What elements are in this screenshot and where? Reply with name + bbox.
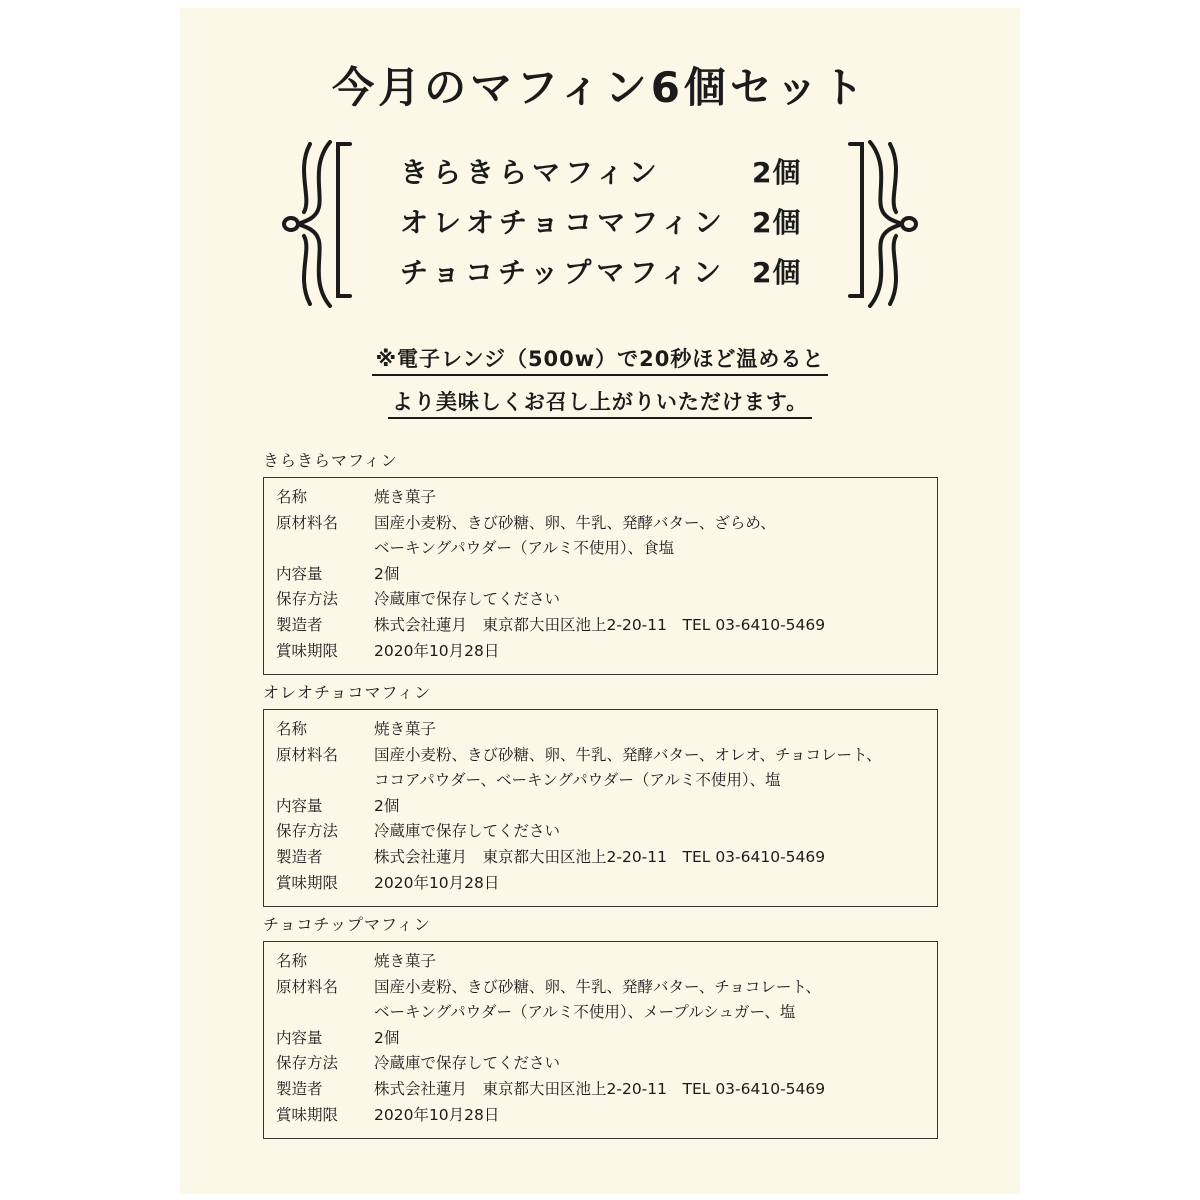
label-row (264, 743, 937, 769)
notice-line-2: より美味しくお召し上がりいただけます。 (388, 390, 812, 419)
label-row (264, 949, 937, 975)
label-value: ベーキングパウダー（アルミ不使用）、メープルシュガー、塩 (374, 1003, 796, 1022)
label-key: 名称 (276, 488, 308, 506)
product-label-title: きらきらマフィン (263, 451, 398, 470)
label-key: 賞味期限 (276, 1105, 339, 1124)
set-item (400, 198, 820, 248)
label-key (264, 1000, 374, 1026)
label-key: 製造者 (276, 615, 323, 634)
product-label-section (263, 451, 938, 675)
label-row (264, 768, 937, 794)
food-label-box (263, 477, 938, 675)
label-key: 保存方法 (276, 590, 339, 609)
label-key: 原材料名 (276, 745, 339, 764)
set-item-quantity: 2個 (752, 256, 802, 289)
label-row (264, 587, 937, 613)
label-row (264, 639, 937, 665)
label-key: 賞味期限 (276, 873, 339, 892)
product-label-section (263, 683, 938, 907)
label-value: 冷蔵庫で保存してください (374, 822, 561, 841)
label-row (264, 1103, 937, 1129)
label-key: 保存方法 (276, 1054, 339, 1073)
label-row (264, 794, 937, 820)
food-label-box (263, 709, 938, 907)
label-value: ベーキングパウダー（アルミ不使用）、食塩 (374, 539, 675, 558)
label-value: 株式会社蓮月 東京都大田区池上2-20-11 TEL 03-6410-5469 (374, 847, 826, 866)
label-row (264, 1051, 937, 1077)
label-value: 焼き菓子 (374, 488, 437, 506)
set-item-quantity: 2個 (752, 206, 802, 239)
set-item (400, 148, 820, 198)
label-row (264, 613, 937, 639)
label-value: 2020年10月28日 (374, 641, 500, 660)
label-value: 2個 (374, 564, 400, 583)
label-key: 製造者 (276, 847, 323, 866)
set-contents-list (400, 148, 820, 298)
label-row (264, 562, 937, 588)
page-title: 今月のマフィン6個セット (332, 63, 868, 112)
right-brace-ornament (830, 136, 920, 311)
label-key: 製造者 (276, 1079, 323, 1098)
label-row (264, 511, 937, 537)
label-value: 冷蔵庫で保存してください (374, 1054, 561, 1073)
set-item-name: オレオチョコマフィン (400, 206, 727, 239)
label-value: 株式会社蓮月 東京都大田区池上2-20-11 TEL 03-6410-5469 (374, 615, 826, 634)
label-value: 焼き菓子 (374, 952, 437, 970)
label-key: 内容量 (276, 796, 323, 815)
product-label-title: オレオチョコマフィン (263, 683, 432, 702)
label-value: 2個 (374, 1028, 400, 1047)
label-value: 株式会社蓮月 東京都大田区池上2-20-11 TEL 03-6410-5469 (374, 1079, 826, 1098)
label-key: 内容量 (276, 1028, 323, 1047)
label-key (264, 536, 374, 562)
label-row (264, 845, 937, 871)
label-row (264, 1077, 937, 1103)
label-value: 国産小麦粉、きび砂糖、卵、牛乳、発酵バター、ざらめ、 (374, 513, 776, 532)
label-row (264, 536, 937, 562)
notice-line-1: ※電子レンジ（500w）で20秒ほど温めると (372, 347, 829, 376)
label-row (264, 871, 937, 897)
label-value: 国産小麦粉、きび砂糖、卵、牛乳、発酵バター、オレオ、チョコレート、 (374, 745, 882, 764)
set-item-name: きらきらマフィン (400, 156, 662, 189)
label-value: 2020年10月28日 (374, 1105, 500, 1124)
label-key: 名称 (276, 952, 308, 970)
label-key: 内容量 (276, 564, 323, 583)
flyer-sheet (180, 8, 1020, 1194)
label-key: 原材料名 (276, 977, 339, 996)
label-row (264, 485, 937, 511)
label-key (264, 768, 374, 794)
label-value: 国産小麦粉、きび砂糖、卵、牛乳、発酵バター、チョコレート、 (374, 977, 822, 996)
label-key: 保存方法 (276, 822, 339, 841)
label-key: 賞味期限 (276, 641, 339, 660)
label-row (264, 1026, 937, 1052)
label-row (264, 819, 937, 845)
product-label-section (263, 915, 938, 1139)
left-brace-ornament (280, 136, 370, 311)
label-row (264, 717, 937, 743)
set-item (400, 248, 820, 298)
set-item-name: チョコチップマフィン (400, 256, 727, 289)
label-value: 2個 (374, 796, 400, 815)
product-label-title: チョコチップマフィン (263, 915, 431, 934)
heating-notice (180, 338, 1020, 424)
set-item-quantity: 2個 (752, 156, 802, 189)
label-value: 2020年10月28日 (374, 873, 500, 892)
label-key: 名称 (276, 720, 308, 738)
label-key: 原材料名 (276, 513, 339, 532)
label-row (264, 1000, 937, 1026)
food-label-box (263, 941, 938, 1139)
label-value: 焼き菓子 (374, 720, 437, 738)
label-value: ココアパウダー、ベーキングパウダー（アルミ不使用）、塩 (374, 771, 781, 790)
label-row (264, 975, 937, 1001)
label-value: 冷蔵庫で保存してください (374, 590, 561, 609)
